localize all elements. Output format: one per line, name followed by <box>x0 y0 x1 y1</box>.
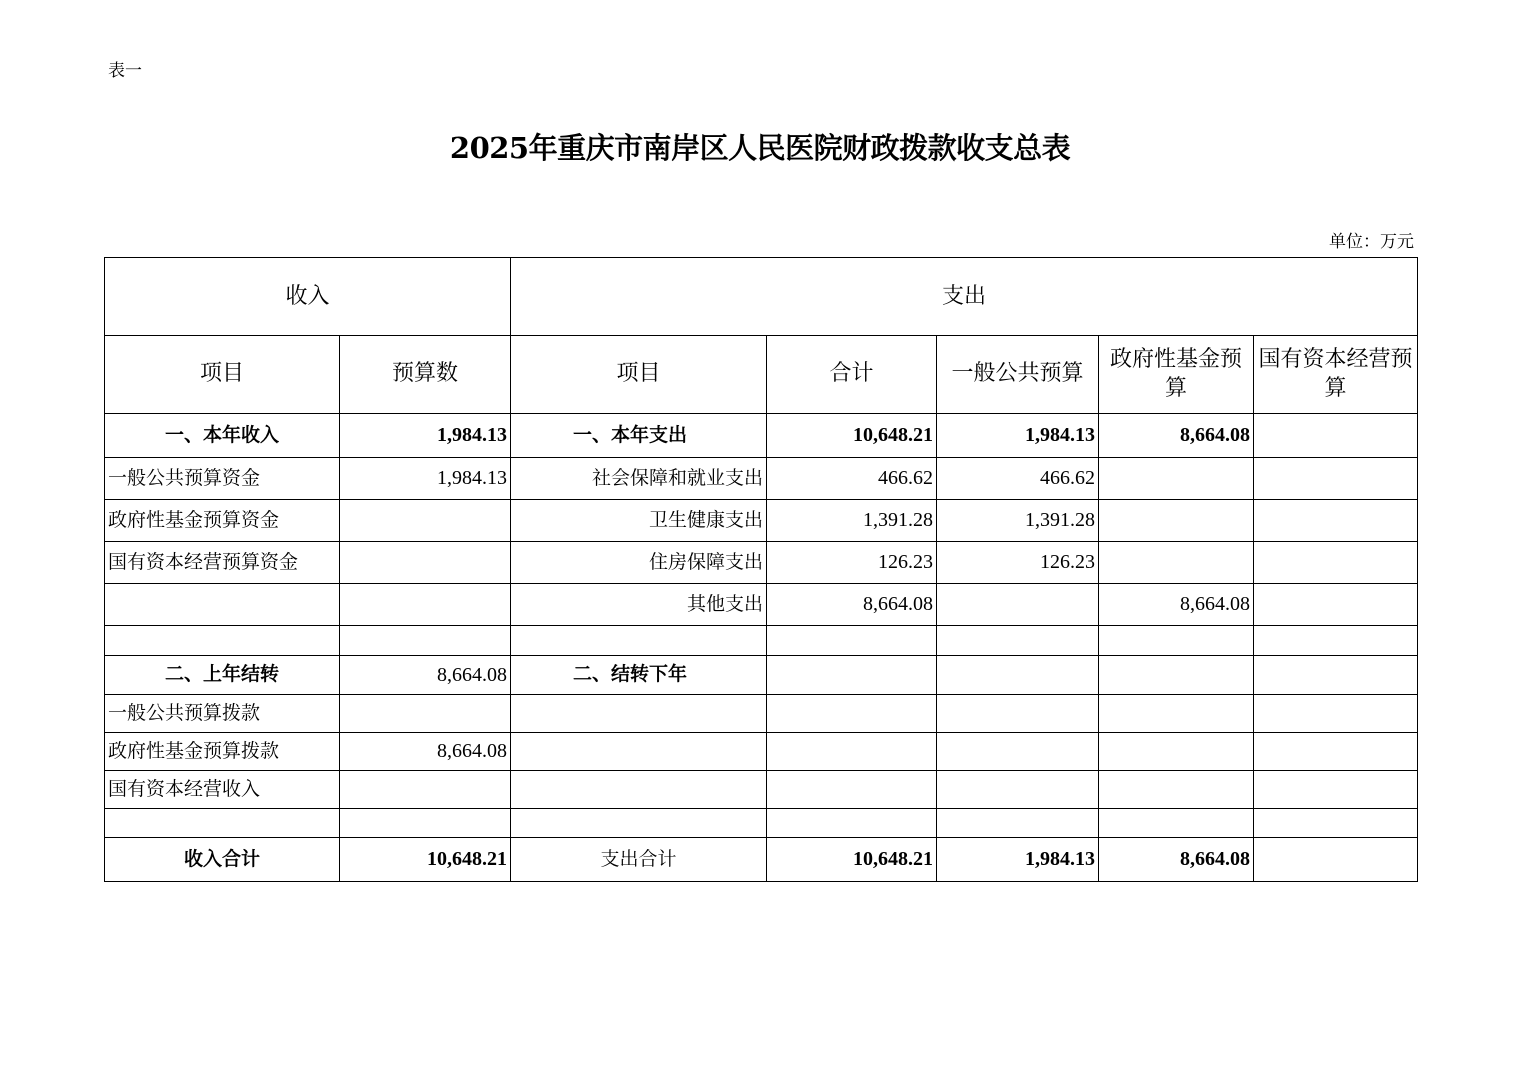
cell-income-item: 国有资本经营预算资金 <box>105 542 340 584</box>
cell-income-budget: 8,664.08 <box>340 656 511 695</box>
cell-income-item: 一般公共预算拨款 <box>105 695 340 733</box>
cell-general-public <box>937 771 1099 809</box>
cell-expense-item: 社会保障和就业支出 <box>511 458 767 500</box>
cell-expense-item: 其他支出 <box>511 584 767 626</box>
cell-income-budget: 8,664.08 <box>340 733 511 771</box>
budget-table <box>104 257 1418 882</box>
header-state-capital: 国有资本经营预算 <box>1254 336 1418 414</box>
cell-total: 126.23 <box>767 542 937 584</box>
table-row <box>105 733 1418 771</box>
cell-income-total: 10,648.21 <box>340 838 511 882</box>
cell-income-budget <box>340 500 511 542</box>
table-row <box>105 656 1418 695</box>
unit-label: 单位：万元 <box>1329 232 1414 252</box>
cell-total <box>767 809 937 838</box>
header-income-item: 项目 <box>105 336 340 414</box>
cell-expense-total-label: 支出合计 <box>511 838 767 882</box>
totals-row <box>105 838 1418 882</box>
cell-expense-item: 卫生健康支出 <box>511 500 767 542</box>
income-section-header: 收入 <box>105 258 511 336</box>
table-row <box>105 500 1418 542</box>
header-general-public: 一般公共预算 <box>937 336 1099 414</box>
cell-gov-fund <box>1099 695 1254 733</box>
cell-income-budget <box>340 584 511 626</box>
cell-total: 466.62 <box>767 458 937 500</box>
cell-expense-item: 住房保障支出 <box>511 542 767 584</box>
cell-total <box>767 656 937 695</box>
header-total: 合计 <box>767 336 937 414</box>
cell-gov-fund <box>1099 542 1254 584</box>
cell-total: 10,648.21 <box>767 414 937 458</box>
cell-income-budget: 1,984.13 <box>340 414 511 458</box>
cell-state-capital <box>1254 458 1418 500</box>
cell-income-item: 一般公共预算资金 <box>105 458 340 500</box>
cell-expense-item <box>511 626 767 656</box>
cell-income-budget <box>340 809 511 838</box>
cell-general-public <box>937 626 1099 656</box>
cell-total <box>767 771 937 809</box>
cell-general-public <box>937 584 1099 626</box>
cell-general-public <box>937 656 1099 695</box>
cell-income-budget <box>340 771 511 809</box>
cell-state-capital <box>1254 584 1418 626</box>
header-gov-fund: 政府性基金预算 <box>1099 336 1254 414</box>
cell-state-capital <box>1254 656 1418 695</box>
cell-income-item <box>105 809 340 838</box>
column-header-row <box>105 336 1418 414</box>
table-row <box>105 695 1418 733</box>
cell-income-budget <box>340 695 511 733</box>
cell-general-public <box>937 809 1099 838</box>
cell-general-public: 1,984.13 <box>937 414 1099 458</box>
header-income-budget: 预算数 <box>340 336 511 414</box>
cell-expense-item <box>511 695 767 733</box>
cell-general-public <box>937 733 1099 771</box>
cell-expense-item <box>511 771 767 809</box>
cell-income-budget: 1,984.13 <box>340 458 511 500</box>
cell-state-capital <box>1254 695 1418 733</box>
cell-gov-fund <box>1099 656 1254 695</box>
cell-state-capital <box>1254 500 1418 542</box>
table-row <box>105 542 1418 584</box>
cell-gov-fund <box>1099 809 1254 838</box>
cell-income-item: 二、上年结转 <box>105 656 340 695</box>
cell-gov-fund: 8,664.08 <box>1099 414 1254 458</box>
cell-income-item: 政府性基金预算拨款 <box>105 733 340 771</box>
cell-general-public: 1,984.13 <box>937 838 1099 882</box>
cell-total: 10,648.21 <box>767 838 937 882</box>
cell-general-public: 1,391.28 <box>937 500 1099 542</box>
table-row <box>105 584 1418 626</box>
table-row <box>105 626 1418 656</box>
table-row <box>105 414 1418 458</box>
cell-income-item: 国有资本经营收入 <box>105 771 340 809</box>
cell-income-budget <box>340 542 511 584</box>
cell-gov-fund <box>1099 771 1254 809</box>
cell-total: 1,391.28 <box>767 500 937 542</box>
cell-income-total-label: 收入合计 <box>105 838 340 882</box>
cell-income-item <box>105 626 340 656</box>
table-row <box>105 458 1418 500</box>
table-row <box>105 771 1418 809</box>
cell-gov-fund: 8,664.08 <box>1099 838 1254 882</box>
cell-general-public: 466.62 <box>937 458 1099 500</box>
cell-gov-fund <box>1099 626 1254 656</box>
cell-state-capital <box>1254 771 1418 809</box>
cell-income-item: 一、本年收入 <box>105 414 340 458</box>
cell-expense-item <box>511 809 767 838</box>
cell-general-public: 126.23 <box>937 542 1099 584</box>
cell-gov-fund <box>1099 458 1254 500</box>
cell-total <box>767 695 937 733</box>
cell-expense-item: 一、本年支出 <box>511 414 767 458</box>
header-expense-item: 项目 <box>511 336 767 414</box>
section-header-row <box>105 258 1418 336</box>
cell-state-capital <box>1254 542 1418 584</box>
cell-income-item: 政府性基金预算资金 <box>105 500 340 542</box>
cell-gov-fund <box>1099 500 1254 542</box>
expense-section-header: 支出 <box>511 258 1418 336</box>
cell-expense-item <box>511 733 767 771</box>
cell-state-capital <box>1254 626 1418 656</box>
cell-gov-fund <box>1099 733 1254 771</box>
cell-expense-item: 二、结转下年 <box>511 656 767 695</box>
table-row <box>105 809 1418 838</box>
cell-total <box>767 626 937 656</box>
cell-state-capital <box>1254 809 1418 838</box>
table-number: 表一 <box>108 61 142 81</box>
cell-total <box>767 733 937 771</box>
cell-gov-fund: 8,664.08 <box>1099 584 1254 626</box>
cell-general-public <box>937 695 1099 733</box>
cell-state-capital <box>1254 733 1418 771</box>
page-title: 2025年重庆市南岸区人民医院财政拨款收支总表 <box>449 131 1071 165</box>
cell-income-budget <box>340 626 511 656</box>
cell-total: 8,664.08 <box>767 584 937 626</box>
cell-income-item <box>105 584 340 626</box>
cell-state-capital <box>1254 838 1418 882</box>
cell-state-capital <box>1254 414 1418 458</box>
